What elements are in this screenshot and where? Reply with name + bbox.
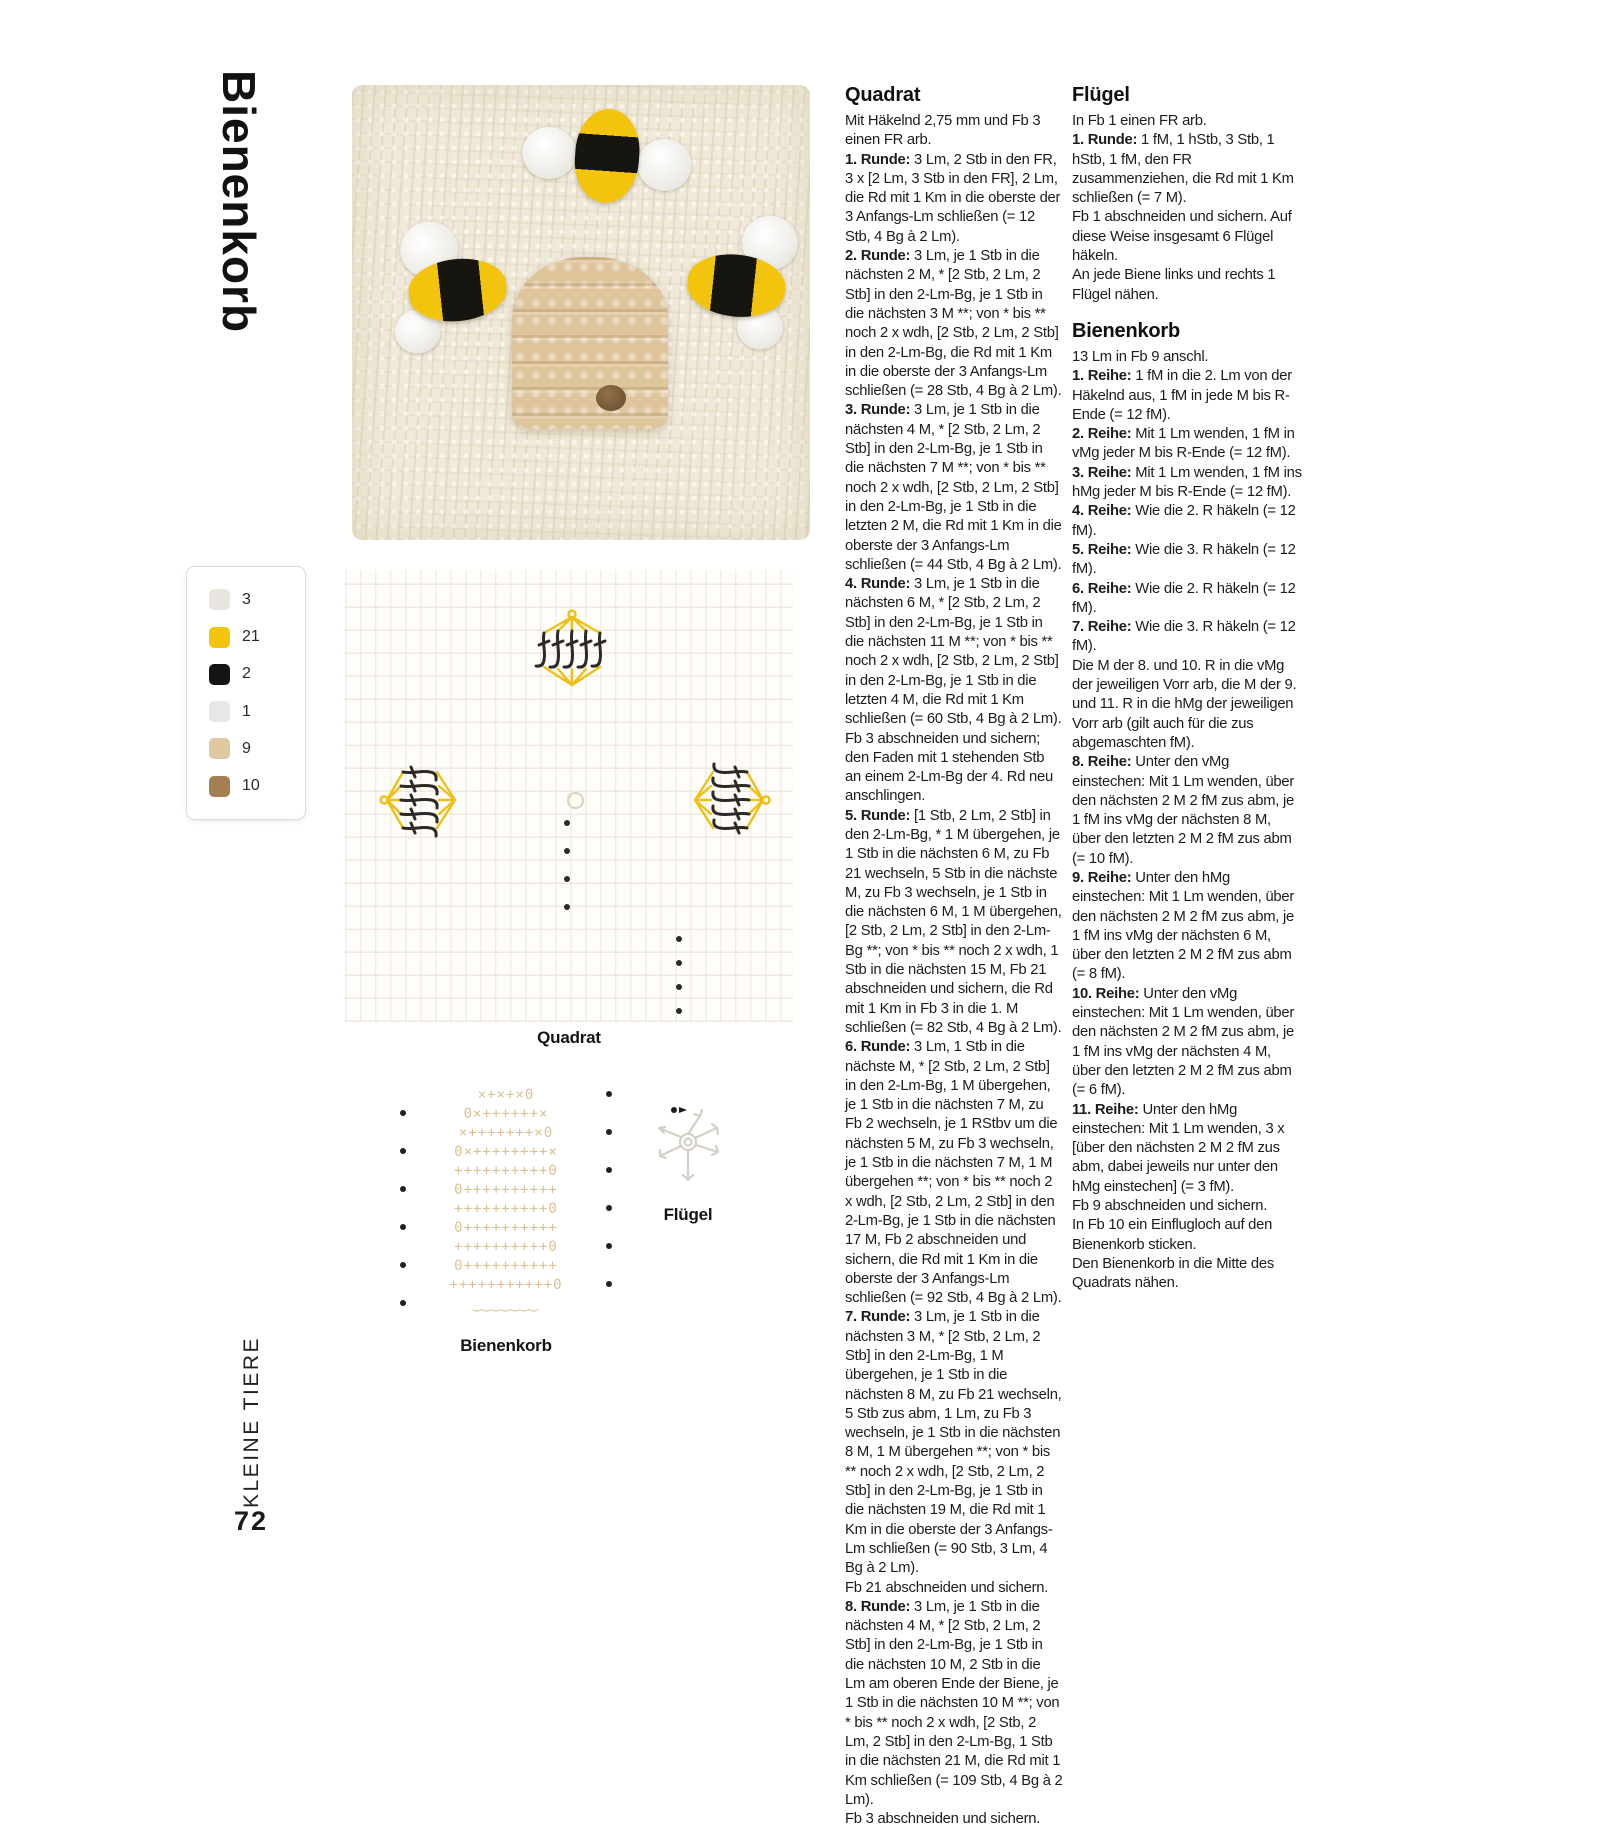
quadrat-chart-label: Quadrat — [537, 1028, 601, 1047]
instruction-paragraph: 6. Runde: 3 Lm, 1 Stb in die nächste M, * [2 Stb, 2 Lm, 2 Stb] in den 2-Lm-Bg, 1 M übergehen, je 1 Stb in die nächsten 7 M, zu Fb 2 wechseln, je 1 RStbv um die nächsten 5 M, zu Fb 3 wechseln, je 1 Stb in die nächsten 7 M, 1 M übergehen **; von * bis ** noch 2 x wdh, [2 Stb, 2 Lm, 2 Stb] in den 2-Lm-Bg, je 1 Stb in die nächsten 17 M, Fb 2 abschneiden und sichern, die Rd mit 1 Km in die oberste der 3 Anfangs-Lm schließen (= 92 Stb, 4 Bg à 2 Lm). — [845, 1039, 1062, 1307]
quadrat-crochet-chart — [345, 570, 793, 1022]
color-number: 21 — [242, 628, 260, 646]
bee-motif-icon — [688, 748, 772, 852]
instruction-paragraph: Fb 3 abschneiden und sichern; den Faden mit 1 stehenden Stb an einem 2-Lm-Bg der 4. Rd neu anschlingen. — [845, 730, 1053, 805]
fluegel-chart-label: Flügel — [663, 1205, 713, 1224]
color-swatch — [209, 776, 230, 797]
instruction-paragraph: 3. Runde: 3 Lm, je 1 Stb in die nächsten 4 M, * [2 Stb, 2 Lm, 2 Stb] in den 2-Lm-Bg, je 1 Stb in die nächsten 7 M **; von * bis ** noch 2 x wdh, [2 Stb, 2 Lm, 2 Stb] in den 2-Lm-Bg, je 1 Stb in die letzten 2 M, die Rd mit 1 Km in die oberste der 3 Anfangs-Lm schließen (= 44 Stb, 4 Bg à 2 Lm). — [845, 402, 1062, 573]
chart-marker-dot — [676, 984, 682, 990]
legend-item — [209, 627, 305, 648]
instruction-paragraph: 7. Runde: 3 Lm, je 1 Stb in die nächsten 3 M, * [2 Stb, 2 Lm, 2 Stb] in den 2-Lm-Bg, 1 M übergehen, je 1 Stb in die nächsten 8 M, zu Fb 21 wechseln, 5 Stb zus abm, 1 Lm, zu Fb 3 wechseln, je 1 Stb in die nächsten 8 M, 1 M übergehen **; von * bis ** noch 2 x wdh, [2 Stb, 2 Lm, 2 Stb] in den 2-Lm-Bg, je 1 Stb in die nächsten 19 M, die Rd mit 1 Km in die oberste der 3 Anfangs-Lm schließen (= 90 Stb, 3 Lm, 4 Bg à 2 Lm). — [845, 1309, 1062, 1577]
hive-chart-row: 0++++++++++ — [398, 1181, 614, 1200]
round-label: 5. Reihe: — [1072, 541, 1136, 558]
round-label: 8. Reihe: — [1072, 754, 1136, 771]
instruction-paragraph: Fb 21 abschneiden und sichern. — [845, 1579, 1049, 1596]
chart-marker-dot — [676, 960, 682, 966]
instruction-paragraph: Fb 9 abschneiden und sichern. — [1072, 1198, 1268, 1215]
round-label: 2. Reihe: — [1072, 426, 1136, 443]
round-label: 3. Runde: — [845, 402, 915, 419]
color-number: 1 — [242, 702, 251, 720]
chapter-title-vertical: Bienenkorb — [213, 70, 265, 334]
instruction-paragraph: 10. Reihe: Unter den vMg einstechen: Mit 1 Lm wenden, über den nächsten 2 M 2 fM zus abm, je 1 fM ins vMg der nächsten 4 M, über den letzten 2 M 2 fM zus abm (= 6 fM). — [1072, 985, 1295, 1099]
round-label: 6. Reihe: — [1072, 580, 1136, 597]
instruction-paragraph: Mit Häkelnd 2,75 mm und Fb 3 einen FR arb. — [845, 113, 1041, 149]
row-marker-dot — [606, 1129, 612, 1135]
color-swatch — [209, 738, 230, 759]
legend-item — [209, 664, 305, 685]
round-label: 8. Runde: — [845, 1598, 915, 1615]
round-label: 10. Reihe: — [1072, 985, 1144, 1002]
instruction-paragraph: 9. Reihe: Unter den hMg einstechen: Mit 1 Lm wenden, über den nächsten 2 M 2 fM zus abm, je 1 fM ins vMg der nächsten 6 M, über den letzten 2 M 2 fM zus abm (= 8 fM). — [1072, 869, 1295, 983]
bee-motif-icon — [520, 608, 624, 692]
instructions-column-2 — [1072, 84, 1302, 1294]
chart-marker-dot — [564, 820, 570, 826]
page-number: 72 — [234, 1506, 269, 1536]
instruction-paragraph: Den Bienenkorb in die Mitte des Quadrats nähen. — [1072, 1255, 1274, 1292]
instruction-paragraph: 6. Reihe: Wie die 2. R häkeln (= 12 fM). — [1072, 580, 1296, 616]
round-label: 4. Reihe: — [1072, 503, 1136, 520]
hive-chart-row: ++++++++++0 — [398, 1200, 614, 1219]
wing-motif-icon — [642, 1102, 734, 1194]
row-marker-dot — [606, 1091, 612, 1097]
hive-chart-row: 0++++++++++ — [398, 1219, 614, 1238]
round-label: 1. Runde: — [1072, 132, 1142, 149]
section-heading: Quadrat — [845, 84, 921, 106]
instruction-paragraph: 5. Runde: [1 Stb, 2 Lm, 2 Stb] in den 2-Lm-Bg, * 1 M übergehen, je 1 Stb in die nächsten 6 M, zu Fb 21 wechseln, 5 Stb in die nächste M, zu Fb 3 wechseln, je 1 Stb in die nächsten 6 M, 1 M übergehen, [2 Stb, 2 Lm, 2 Stb] in den 2-Lm-Bg **; von * bis ** noch 2 x wdh, 1 Stb in die nächsten 15 M, Fb 21 abschneiden und sichern, die Rd mit 1 Km in Fb 3 in die 1. M schließen (= 82 Stb, 4 Bg à 2 Lm). — [845, 807, 1062, 1036]
hive-chart-row: ++++++++++0 — [398, 1238, 614, 1257]
hive-entrance — [596, 385, 626, 411]
instruction-paragraph: 3. Reihe: Mit 1 Lm wenden, 1 fM ins hMg jeder M bis R-Ende (= 12 fM). — [1072, 464, 1302, 501]
bee-wing-icon — [636, 137, 693, 193]
row-marker-dot — [606, 1243, 612, 1249]
instruction-paragraph: 8. Runde: 3 Lm, je 1 Stb in die nächsten 4 M, * [2 Stb, 2 Lm, 2 Stb] in den 2-Lm-Bg, je 1 Stb in die nächsten 10 M, 2 Stb in die Lm am oberen Ende der Biene, je 1 Stb in die nächsten 10 M **; von * bis ** noch 2 x wdh, [2 Stb, 2 Lm, 2 Stb] in den 2-Lm-Bg, 1 Stb in die nächsten 21 M, die Rd mit 1 Km schließen (= 109 Stb, 4 Bg à 2 Lm). — [845, 1598, 1063, 1808]
instruction-paragraph: Fb 3 abschneiden und sichern. — [845, 1811, 1041, 1828]
color-swatch — [209, 701, 230, 722]
chart-marker-dot — [564, 848, 570, 854]
bee-left — [372, 211, 545, 357]
row-marker-dot — [400, 1262, 406, 1268]
instruction-paragraph: 1. Reihe: 1 fM in die 2. Lm von der Häkelnd aus, 1 fM in jede M bis R-Ende (= 12 fM). — [1072, 368, 1292, 423]
bee-wing-icon — [520, 125, 577, 181]
row-marker-dot — [400, 1186, 406, 1192]
instruction-paragraph: 7. Reihe: Wie die 3. R häkeln (= 12 fM). — [1072, 619, 1296, 655]
chart-marker-dot — [676, 936, 682, 942]
instruction-paragraph: 5. Reihe: Wie die 3. R häkeln (= 12 fM). — [1072, 541, 1296, 578]
bee-motif-icon — [378, 748, 462, 852]
hive-chart-row: ×+×+×0 — [398, 1086, 614, 1105]
round-label: 3. Reihe: — [1072, 464, 1136, 481]
instruction-paragraph: In Fb 10 ein Einflugloch auf den Bienenkorb sticken. — [1072, 1217, 1273, 1253]
instruction-paragraph: 4. Runde: 3 Lm, je 1 Stb in die nächsten 6 M, * [2 Stb, 2 Lm, 2 Stb] in den 2-Lm-Bg, je 1 Stb in die nächsten 11 M **; von * bis ** noch 2 x wdh, [2 Stb, 2 Lm, 2 Stb] in den 2-Lm-Bg, je 1 Stb in die letzten 4 M, die Rd mit 1 Km schließen (= 60 Stb, 4 Bg à 2 Lm). — [845, 576, 1062, 728]
chart-marker-dot — [564, 904, 570, 910]
chart-center-ring — [567, 792, 584, 809]
bee-right — [654, 205, 827, 353]
legend-item — [209, 589, 305, 610]
round-label: 7. Reihe: — [1072, 619, 1136, 636]
hive-chart-row: 0×++++++++× — [398, 1143, 614, 1162]
row-marker-dot — [400, 1148, 406, 1154]
yarn-color-legend — [186, 566, 306, 820]
row-marker-dot — [606, 1205, 612, 1211]
round-label: 7. Runde: — [845, 1309, 915, 1326]
round-label: 9. Reihe: — [1072, 869, 1136, 886]
hive-chart-row: 0×++++++× — [398, 1105, 614, 1124]
row-marker-dot — [606, 1167, 612, 1173]
instruction-paragraph: 11. Reihe: Unter den hMg einstechen: Mit 1 Lm wenden, 3 x [über den nächsten 2 M 2 fM zus abm, dabei jeweils nur unter den hMg einstechen] (= 3 fM). — [1072, 1101, 1285, 1195]
instruction-paragraph: Die M der 8. und 10. R in die vMg der jeweiligen Vorr arb, die M der 9. und 11. R in die hMg der jeweiligen Vorr arb (gilt auch für die zus abgemaschten fM). — [1072, 657, 1297, 751]
row-marker-dot — [400, 1224, 406, 1230]
hive-chart-row: +++++++++++0 — [398, 1276, 614, 1295]
instruction-paragraph: 1. Runde: 1 fM, 1 hStb, 3 Stb, 1 hStb, 1 fM, den FR zusammenziehen, die Rd mit 1 Km schließen (= 7 M). — [1072, 132, 1294, 207]
instruction-paragraph: 2. Runde: 3 Lm, je 1 Stb in die nächsten 2 M, * [2 Stb, 2 Lm, 2 Stb] in den 2-Lm-Bg, je 1 Stb in die nächsten 3 M **; von * bis ** noch 2 x wdh, [2 Stb, 2 Lm, 2 Stb] in den 2-Lm-Bg, die Rd mit 1 Km in die oberste der 3 Anfangs-Lm schließen (= 28 Stb, 4 Bg à 2 Lm). — [845, 248, 1062, 400]
color-number: 10 — [242, 777, 260, 795]
instruction-paragraph: An jede Biene links und rechts 1 Flügel nähen. — [1072, 267, 1276, 303]
finished-square-photo — [352, 85, 810, 540]
instruction-paragraph: Fb 1 abschneiden und sichern. Auf diese Weise insgesamt 6 Flügel häkeln. — [1072, 209, 1292, 265]
bienenkorb-chart-label: Bienenkorb — [460, 1336, 552, 1355]
color-number: 2 — [242, 665, 251, 683]
row-marker-dot — [400, 1300, 406, 1306]
instruction-paragraph: 4. Reihe: Wie die 2. R häkeln (= 12 fM). — [1072, 503, 1296, 539]
color-number: 3 — [242, 590, 251, 608]
color-swatch — [209, 664, 230, 685]
color-swatch — [209, 627, 230, 648]
round-label: 1. Reihe: — [1072, 368, 1136, 385]
legend-item — [209, 738, 305, 759]
round-label: 4. Runde: — [845, 576, 915, 593]
hive-chart-row: ‿‿‿‿‿‿‿ — [398, 1295, 614, 1314]
chart-marker-dot — [564, 876, 570, 882]
hive-chart-row: 0++++++++++ — [398, 1257, 614, 1276]
color-number: 9 — [242, 739, 251, 757]
instruction-paragraph: In Fb 1 einen FR arb. — [1072, 113, 1207, 129]
instruction-paragraph: 2. Reihe: Mit 1 Lm wenden, 1 fM in vMg jeder M bis R-Ende (= 12 fM). — [1072, 426, 1295, 462]
chart-marker-dot — [676, 1008, 682, 1014]
round-label: 2. Runde: — [845, 248, 915, 265]
hive-chart-row: ++++++++++0 — [398, 1162, 614, 1181]
bee-top — [518, 97, 695, 219]
row-marker-dot — [606, 1281, 612, 1287]
round-label: 1. Runde: — [845, 151, 915, 168]
section-footer-vertical: KLEINE TIERE — [240, 1336, 263, 1508]
instruction-paragraph: 1. Runde: 3 Lm, 2 Stb in den FR, 3 x [2 Lm, 3 Stb in den FR], 2 Lm, die Rd mit 1 Km in die oberste der 3 Anfangs-Lm schließen (= 12 Stb, 4 Bg à 2 Lm). — [845, 151, 1061, 245]
round-label: 6. Runde: — [845, 1039, 915, 1056]
bienenkorb-crochet-chart — [398, 1086, 614, 1314]
section-heading: Flügel — [1072, 84, 1130, 106]
instruction-paragraph: 13 Lm in Fb 9 anschl. — [1072, 348, 1209, 365]
bee-body — [572, 107, 642, 205]
round-label: 5. Runde: — [845, 807, 915, 824]
round-label: 11. Reihe: — [1072, 1101, 1143, 1118]
legend-item — [209, 701, 305, 722]
instruction-paragraph: 8. Reihe: Unter den vMg einstechen: Mit 1 Lm wenden, über den nächsten 2 M 2 fM zus abm, je 1 fM ins vMg der nächsten 8 M, über den letzten 2 M 2 fM zus abm (= 10 fM). — [1072, 754, 1295, 867]
hive-chart-row: ×+++++++×0 — [398, 1124, 614, 1143]
section-heading: Bienenkorb — [1072, 319, 1181, 342]
color-swatch — [209, 589, 230, 610]
legend-item — [209, 776, 305, 797]
instructions-column-1 — [845, 84, 1063, 1829]
row-marker-dot — [400, 1110, 406, 1116]
